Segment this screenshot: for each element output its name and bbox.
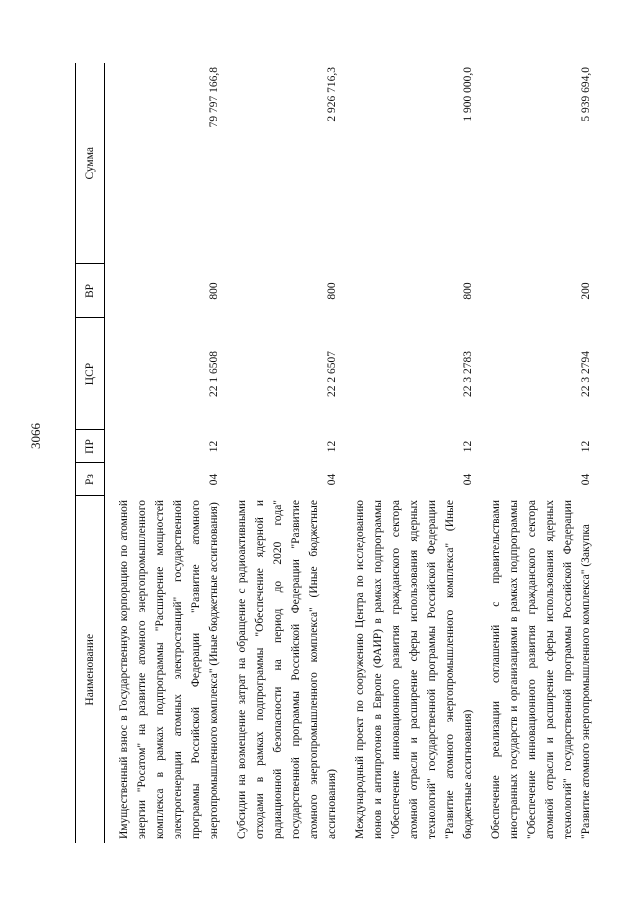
row-csr: 22 2 6507 [326,351,338,397]
row-vr: 800 [208,282,220,300]
header-sum: Сумма [76,63,105,264]
row-vr: 200 [580,282,592,300]
row-name: Имущественный взнос в Государственную корпорацию по атомной энергии "Росатом" на развитие атомного энергопромышленного комплекса в рамках подпрограммы "Расширение мощностей электрогенерации атомных электростанций" государственной программы Российской Федерации "Развитие атомного энергопромышленного комплекса" (Иные бюджетные ассигнования) [118,500,220,839]
row-vr: 800 [326,282,338,300]
row-sum: 2 926 716,3 [326,67,338,122]
row-rz: 04 [580,473,592,486]
row-sum: 5 939 694,0 [580,67,592,122]
row-rz: 04 [326,473,338,486]
rotated-page-content [75,63,613,843]
table-row [341,63,477,843]
row-pr: 12 [462,440,474,453]
page-number: 3066 [28,423,43,449]
row-name: Международный проект по сооружению Центра по исследованию ионов и антипротонов в Европе (ФАИР) в рамках подпрограммы "Обеспечение инновационного развития гражданского сектора атомной отрасли и расширение сферы использования ядерных технологий" государственной программы Российской Федерации "Развитие атомного энергопромышленного комплекса" (Иные бюджетные ассигнования) [354,500,474,839]
row-name: Обеспечение реализации соглашений с правительствами иностранных государств и организациями в рамках подпрограммы "Обеспечение инновационного развития гражданского сектора атомной отрасли и расширение сферы использования ядерных технологий" государственной программы Российской Федерации "Развитие атомного энергопромышленного комплекса" (Закупка [490,500,592,839]
row-vr: 800 [462,282,474,300]
row-csr: 22 1 6508 [208,351,220,397]
header-rz: Рз [76,463,105,496]
header-vr: ВР [76,264,105,318]
header-name: Наименование [76,496,105,843]
table-row [105,63,224,843]
header-pr: ПР [76,430,105,463]
row-rz: 04 [462,473,474,486]
budget-table [75,63,595,843]
row-sum: 1 900 000,0 [462,67,474,122]
header-csr: ЦСР [76,318,105,430]
table-header-row [76,63,105,843]
table-row [477,63,595,843]
row-sum: 79 797 166,8 [208,67,220,128]
row-pr: 12 [208,440,220,453]
row-rz: 04 [208,473,220,486]
row-csr: 22 3 2794 [580,351,592,397]
row-name: Субсидии на возмещение затрат на обращение с радиоактивными отходами в рамках подпрограммы "Обеспечение ядерной и радиационной безопасности на период до 2020 года" государственной программы Российской Федерации "Развитие атомного энергопромышленного комплекса" (Иные бюджетные ассигнования) [236,500,338,839]
table-row [223,63,341,843]
row-csr: 22 3 2783 [462,351,474,397]
row-pr: 12 [580,440,592,453]
row-pr: 12 [326,440,338,453]
